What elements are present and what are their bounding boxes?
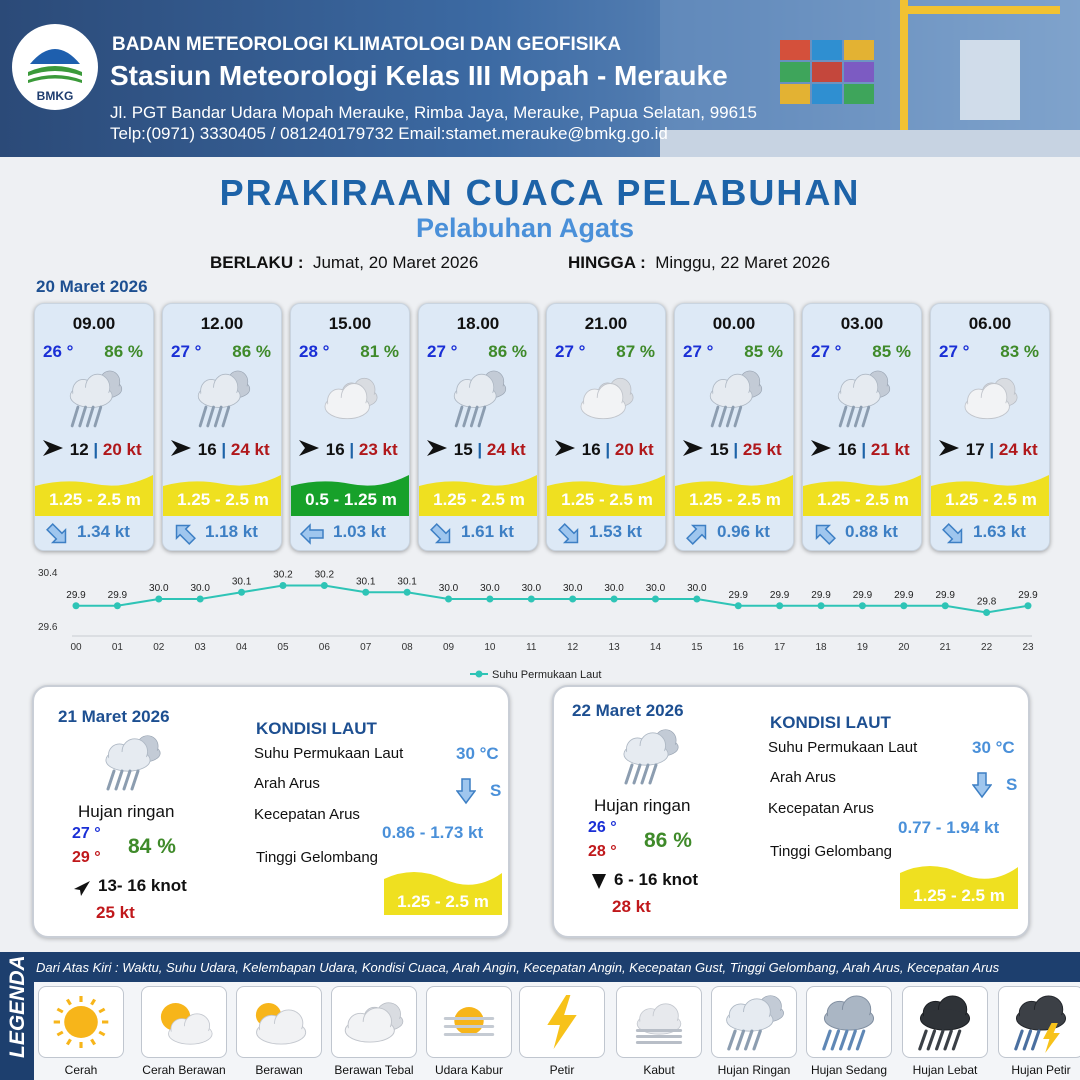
data-point <box>569 596 576 603</box>
sun-cloud-icon <box>142 987 226 1057</box>
day2-cur-dir: S <box>490 781 502 800</box>
data-point <box>73 602 80 609</box>
card-wind-speed: 16 <box>325 440 345 459</box>
legend-item-label: Berawan Tebal <box>334 1063 414 1077</box>
x-tick-label: 01 <box>111 642 123 653</box>
haze-icon <box>427 987 511 1057</box>
card-wind: 16 | 24 kt <box>169 439 279 460</box>
day3-wind: 6 - 16 knot <box>614 870 699 889</box>
forecast-card <box>546 303 666 551</box>
data-point <box>362 589 369 596</box>
card-humidity: 83 % <box>1000 342 1039 361</box>
x-tick-label: 18 <box>815 642 827 653</box>
current-arrow-icon <box>555 520 583 548</box>
card-wave-height: 1.25 - 2.5 m <box>689 490 781 509</box>
legend-item <box>806 986 892 1058</box>
thick-cloud-icon <box>953 362 1029 434</box>
y-tick-label: 30.4 <box>38 568 58 579</box>
card-wind: 12 | 20 kt <box>41 439 151 460</box>
wind-arrow-icon <box>72 877 92 897</box>
station-contact: Telp:(0971) 3330405 / 081240179732 Email:stamet.merauke@bmkg.go.id <box>110 124 668 143</box>
card-time: 06.00 <box>968 314 1012 333</box>
data-point <box>983 609 990 616</box>
data-point <box>942 602 949 609</box>
card-current-speed: 0.88 kt <box>845 522 898 541</box>
data-label: 29.8 <box>976 596 997 608</box>
data-label: 29.9 <box>894 589 914 601</box>
day2-sst: 30 °C <box>456 744 499 763</box>
legend-item-label: Cerah Berawan <box>142 1063 226 1077</box>
y-tick-label: 29.6 <box>38 622 58 633</box>
data-point <box>445 596 452 603</box>
card-wave-height: 1.25 - 2.5 m <box>945 490 1037 509</box>
card-time: 18.00 <box>456 314 500 333</box>
current-down-arrow-icon <box>456 777 476 805</box>
data-label: 30.0 <box>480 583 500 594</box>
current-arrow-icon <box>427 520 455 548</box>
x-tick-label: 23 <box>1022 642 1034 653</box>
legend-item <box>616 986 702 1058</box>
light-rain-icon <box>610 721 690 791</box>
day3-sst-label: Suhu Permukaan Laut <box>768 739 918 756</box>
data-point <box>1025 602 1032 609</box>
data-point <box>321 582 328 589</box>
x-tick-label: 00 <box>70 642 82 653</box>
current-arrow-icon <box>299 520 327 548</box>
day2-wave: 1.25 - 2.5 m <box>397 892 489 911</box>
card-temp: 27 ° <box>811 342 842 361</box>
logo-text: BMKG <box>36 89 74 103</box>
legend-item <box>426 986 512 1058</box>
day3-kondisi-title: KONDISI LAUT <box>770 713 891 732</box>
valid-from-label: BERLAKU : <box>210 253 304 272</box>
forecast-card <box>418 303 538 551</box>
card-current <box>419 518 538 551</box>
x-tick-label: 20 <box>898 642 910 653</box>
day2-wave-label: Tinggi Gelombang <box>256 849 379 866</box>
thick-cloud-icon <box>332 987 416 1057</box>
legend-side-tab <box>0 952 34 1080</box>
card-wave-height: 1.25 - 2.5 m <box>433 490 525 509</box>
day2-condition: Hujan ringan <box>78 802 175 821</box>
day2-temp-max: 29 ° <box>72 849 101 866</box>
legend-description: Dari Atas Kiri : Waktu, Suhu Udara, Kelembapan Udara, Kondisi Cuaca, Arah Angin, Kecepatan Angin, Kecepatan Gust, Tinggi Gelombang, Arah Arus, Kecepatan Arus <box>34 952 1080 982</box>
valid-to-value: Minggu, 22 Maret 2026 <box>655 253 831 272</box>
data-label: 29.9 <box>769 589 790 601</box>
data-point <box>197 596 204 603</box>
card-current-speed: 1.61 kt <box>461 522 514 541</box>
heavy-rain-icon <box>903 987 987 1057</box>
legend-item <box>38 986 124 1058</box>
legend-item-label: Hujan Lebat <box>912 1063 978 1077</box>
data-label: 30.1 <box>397 576 417 588</box>
wind-arrow-icon <box>553 439 577 457</box>
day3-sst: 30 °C <box>972 738 1015 757</box>
card-temp: 28 ° <box>299 342 330 361</box>
card-temp: 26 ° <box>43 342 74 361</box>
day3-cur-speed-label: Kecepatan Arus <box>768 800 874 817</box>
legend-item-label: Cerah <box>64 1063 98 1077</box>
light-rain-icon <box>57 362 133 434</box>
x-tick-label: 05 <box>277 642 289 653</box>
current-arrow-icon <box>171 520 199 548</box>
day2-temp-min: 27 ° <box>72 825 101 842</box>
day2-cur-speed: 0.86 - 1.73 kt <box>382 823 484 842</box>
card-current <box>547 518 666 551</box>
x-tick-label: 19 <box>856 642 868 653</box>
x-tick-label: 17 <box>774 642 786 653</box>
data-point <box>693 596 700 603</box>
card-wind-speed: 16 <box>837 440 857 459</box>
card-wind-speed: 16 <box>197 440 217 459</box>
page-title: PRAKIRAAN CUACA PELABUHAN <box>219 172 861 213</box>
card-temp: 27 ° <box>171 342 202 361</box>
wind-arrow-icon <box>937 439 961 457</box>
data-label: 30.1 <box>356 576 376 588</box>
card-current <box>35 518 154 551</box>
wind-arrow-icon <box>41 439 65 457</box>
valid-from-value: Jumat, 20 Maret 2026 <box>312 253 479 272</box>
day3-wave-label: Tinggi Gelombang <box>770 843 893 860</box>
card-wind: 17 | 24 kt <box>937 439 1047 460</box>
card-humidity: 85 % <box>872 342 911 361</box>
day3-condition: Hujan ringan <box>594 796 691 815</box>
data-point <box>818 602 825 609</box>
legend-marker <box>476 671 483 678</box>
legend-item-label: Hujan Petir <box>1011 1063 1071 1077</box>
card-gust: 25 kt <box>742 440 782 459</box>
day3-date: 22 Maret 2026 <box>572 701 684 720</box>
card-wind: 15 | 24 kt <box>425 439 535 460</box>
card-wind: 16 | 21 kt <box>809 439 919 460</box>
card-time: 15.00 <box>328 314 372 333</box>
data-point <box>486 596 493 603</box>
day3-cur-speed: 0.77 - 1.94 kt <box>898 818 1000 837</box>
legend-item <box>902 986 988 1058</box>
card-temp: 27 ° <box>939 342 970 361</box>
x-tick-label: 15 <box>691 642 703 653</box>
card-temp: 27 ° <box>555 342 586 361</box>
day3-wave: 1.25 - 2.5 m <box>913 886 1005 905</box>
data-label: 29.9 <box>811 589 831 601</box>
thunderstorm-icon <box>999 987 1080 1057</box>
data-point <box>155 596 162 603</box>
data-point <box>404 589 411 596</box>
day3-cur-dir-label: Arah Arus <box>770 769 836 786</box>
x-tick-label: 16 <box>732 642 744 653</box>
day2-summary <box>32 685 510 938</box>
day2-date: 21 Maret 2026 <box>58 707 170 726</box>
card-gust: 23 kt <box>358 440 398 459</box>
card-current <box>291 518 410 551</box>
sst-chart <box>30 560 1070 685</box>
sun-icon <box>39 987 123 1057</box>
card-humidity: 86 % <box>488 342 527 361</box>
card-current-speed: 1.18 kt <box>205 522 258 541</box>
legend-title: LEGENDA <box>6 955 29 1058</box>
forecast-card <box>34 303 154 551</box>
day2-sst-label: Suhu Permukaan Laut <box>254 745 404 762</box>
wind-arrow-icon <box>809 439 833 457</box>
legend-item <box>236 986 322 1058</box>
card-current-speed: 1.53 kt <box>589 522 642 541</box>
data-label: 30.0 <box>521 583 542 594</box>
day3-summary <box>552 685 1030 938</box>
card-wind: 15 | 25 kt <box>681 439 791 460</box>
card-time: 21.00 <box>584 314 628 333</box>
day3-temp-min: 26 ° <box>588 819 617 836</box>
light-rain-icon <box>712 987 796 1057</box>
card-wave-height: 0.5 - 1.25 m <box>305 490 397 509</box>
legend-item-label: Hujan Sedang <box>810 1063 888 1077</box>
day1-date: 20 Maret 2026 <box>36 277 148 296</box>
data-point <box>238 589 245 596</box>
x-tick-label: 04 <box>236 642 248 653</box>
current-arrow-icon <box>811 520 839 548</box>
legend-item <box>998 986 1080 1058</box>
day3-cur-dir: S <box>1006 775 1018 794</box>
data-label: 29.9 <box>107 589 128 601</box>
light-rain-icon <box>441 362 517 434</box>
card-wind-speed: 16 <box>581 440 601 459</box>
card-wave-height: 1.25 - 2.5 m <box>817 490 909 509</box>
valid-to-label: HINGGA : <box>568 253 646 272</box>
x-tick-label: 10 <box>484 642 496 653</box>
legend-item-label: Kabut <box>643 1063 675 1077</box>
card-humidity: 87 % <box>616 342 655 361</box>
card-current-speed: 1.63 kt <box>973 522 1026 541</box>
card-gust: 24 kt <box>230 440 270 459</box>
card-humidity: 81 % <box>360 342 399 361</box>
station-name: Stasiun Meteorologi Kelas III Mopah - Merauke <box>110 60 728 91</box>
fog-icon <box>617 987 701 1057</box>
thick-cloud-icon <box>313 362 389 434</box>
data-point <box>652 596 659 603</box>
card-wind-speed: 15 <box>453 440 473 459</box>
card-time: 03.00 <box>840 314 884 333</box>
forecast-card <box>290 303 410 551</box>
card-humidity: 86 % <box>232 342 271 361</box>
wind-arrow-icon <box>681 439 705 457</box>
x-tick-label: 09 <box>442 642 455 653</box>
moderate-rain-icon <box>807 987 891 1057</box>
data-label: 30.2 <box>314 569 335 581</box>
card-current <box>163 518 282 551</box>
station-address: Jl. PGT Bandar Udara Mopah Merauke, Rimba Jaya, Merauke, Papua Selatan, 99615 <box>110 103 757 122</box>
card-time: 00.00 <box>712 314 756 333</box>
valid-from <box>210 253 478 273</box>
card-wind: 16 | 20 kt <box>553 439 663 460</box>
wind-arrow-icon <box>169 439 193 457</box>
light-rain-icon <box>185 362 261 434</box>
card-humidity: 85 % <box>744 342 783 361</box>
card-gust: 24 kt <box>486 440 526 459</box>
data-point <box>735 602 742 609</box>
card-temp: 27 ° <box>683 342 714 361</box>
legend-item-label: Petir <box>549 1063 575 1077</box>
data-point <box>114 602 121 609</box>
data-label: 30.0 <box>645 583 666 594</box>
day2-wind: 13- 16 knot <box>98 876 187 895</box>
thick-cloud-icon <box>569 362 645 434</box>
data-point <box>900 602 907 609</box>
data-point <box>859 602 866 609</box>
card-current-speed: 0.96 kt <box>717 522 770 541</box>
legend-item-label: Berawan <box>255 1063 303 1077</box>
light-rain-icon <box>825 362 901 434</box>
card-wind: 16 | 23 kt <box>297 439 407 460</box>
data-label: 30.0 <box>438 583 459 594</box>
card-wave-height: 1.25 - 2.5 m <box>177 490 269 509</box>
forecast-card <box>930 303 1050 551</box>
x-tick-label: 02 <box>153 642 165 653</box>
x-tick-label: 12 <box>567 642 579 653</box>
legend-item <box>141 986 227 1058</box>
data-label: 30.1 <box>231 576 252 588</box>
card-current-speed: 1.03 kt <box>333 522 386 541</box>
data-label: 30.0 <box>562 583 583 594</box>
legend-item <box>519 986 605 1058</box>
card-gust: 20 kt <box>102 440 142 459</box>
card-current <box>803 518 922 551</box>
data-label: 29.9 <box>852 589 873 601</box>
x-tick-label: 13 <box>608 642 620 653</box>
data-label: 30.2 <box>273 569 293 581</box>
current-arrow-icon <box>939 520 967 548</box>
x-tick-label: 21 <box>939 642 951 653</box>
x-tick-label: 06 <box>318 642 330 653</box>
data-label: 29.9 <box>935 589 955 601</box>
day3-gust: 28 kt <box>612 897 651 916</box>
data-point <box>279 582 286 589</box>
data-point <box>611 596 618 603</box>
data-label: 30.0 <box>190 583 210 594</box>
light-rain-icon <box>92 727 172 797</box>
current-arrow-icon <box>683 520 711 548</box>
data-label: 29.9 <box>1018 589 1038 601</box>
data-point <box>776 602 783 609</box>
bmkg-logo <box>12 24 98 110</box>
data-point <box>528 596 535 603</box>
x-tick-label: 11 <box>526 642 537 653</box>
card-wave-height: 1.25 - 2.5 m <box>561 490 653 509</box>
port-name: Pelabuhan Agats <box>415 213 635 243</box>
data-label: 30.0 <box>687 583 707 594</box>
card-gust: 21 kt <box>870 440 910 459</box>
day2-gust: 25 kt <box>96 903 135 922</box>
x-tick-label: 03 <box>194 642 206 653</box>
card-gust: 24 kt <box>998 440 1038 459</box>
x-tick-label: 08 <box>401 642 413 653</box>
card-current <box>931 518 1050 551</box>
card-wind-speed: 15 <box>709 440 729 459</box>
light-rain-icon <box>697 362 773 434</box>
card-wave-height: 1.25 - 2.5 m <box>49 490 141 509</box>
legend-item <box>331 986 417 1058</box>
day2-cur-speed-label: Kecepatan Arus <box>254 806 360 823</box>
data-label: 29.9 <box>728 589 748 601</box>
day3-humidity: 86 % <box>644 829 692 852</box>
x-tick-label: 22 <box>981 642 993 653</box>
card-time: 09.00 <box>72 314 116 333</box>
forecast-card <box>162 303 282 551</box>
current-arrow-icon <box>43 520 71 548</box>
x-tick-label: 07 <box>360 642 372 653</box>
lightning-icon <box>520 987 604 1057</box>
wind-arrow-icon <box>297 439 321 457</box>
series-line <box>76 586 1028 613</box>
day3-temp-max: 28 ° <box>588 843 617 860</box>
cloud-sun-icon <box>237 987 321 1057</box>
data-label: 30.0 <box>149 583 169 594</box>
header-banner <box>0 0 1080 157</box>
legend-item-label: Udara Kabur <box>434 1063 504 1077</box>
legend-item <box>711 986 797 1058</box>
day2-kondisi-title: KONDISI LAUT <box>256 719 377 738</box>
wind-arrow-icon <box>590 871 608 891</box>
valid-to <box>568 253 830 273</box>
x-tick-label: 14 <box>649 642 662 653</box>
card-current-speed: 1.34 kt <box>77 522 130 541</box>
legend-label: Suhu Permukaan Laut <box>492 669 602 681</box>
card-current <box>675 518 794 551</box>
forecast-card <box>802 303 922 551</box>
card-humidity: 86 % <box>104 342 143 361</box>
day2-cur-dir-label: Arah Arus <box>254 775 320 792</box>
data-label: 29.9 <box>66 589 86 601</box>
card-wind-speed: 12 <box>69 440 89 459</box>
card-time: 12.00 <box>200 314 244 333</box>
card-gust: 20 kt <box>614 440 654 459</box>
current-down-arrow-icon <box>972 771 992 799</box>
card-wind-speed: 17 <box>965 440 985 459</box>
legend-item-label: Hujan Ringan <box>717 1063 791 1077</box>
agency-name: BADAN METEOROLOGI KLIMATOLOGI DAN GEOFISIKA <box>112 34 622 55</box>
card-temp: 27 ° <box>427 342 458 361</box>
day2-humidity: 84 % <box>128 835 176 858</box>
forecast-card <box>674 303 794 551</box>
wind-arrow-icon <box>425 439 449 457</box>
data-label: 30.0 <box>604 583 624 594</box>
